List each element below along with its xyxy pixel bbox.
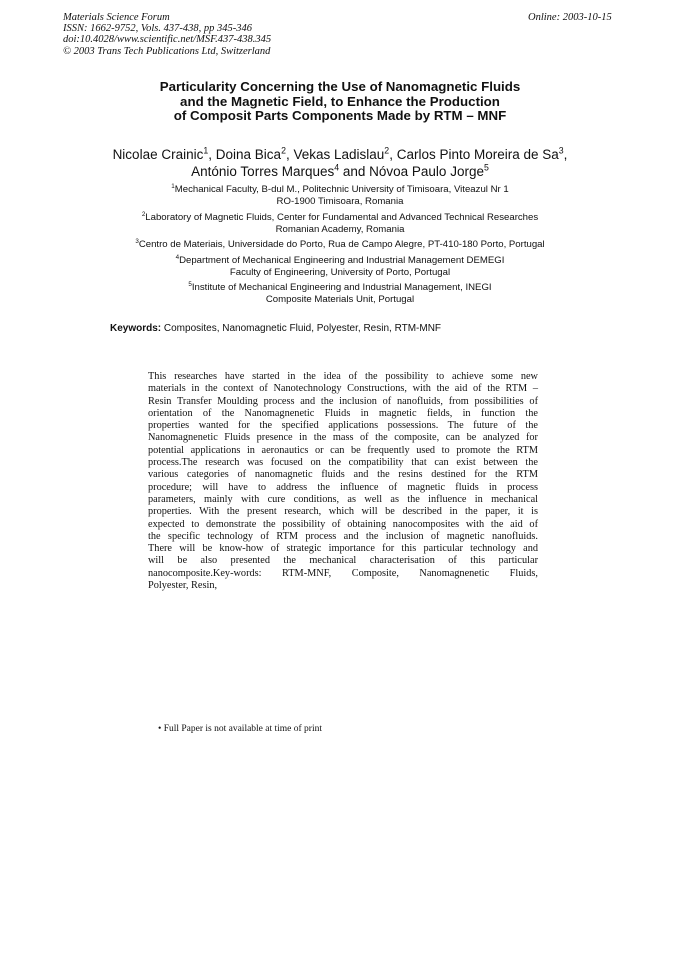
abstract-line: will be also presented the mechanical characterisation of this particular (148, 555, 538, 567)
separator: and (339, 164, 370, 179)
title-line: and the Magnetic Field, to Enhance the Production (180, 93, 500, 109)
aff-line: Department of Mechanical Engineering and Industrial Management DEMEGI (179, 254, 505, 266)
author: Nóvoa Paulo Jorge (369, 164, 484, 179)
abstract-line: expected to demonstrate the possibility of obtaining nanocomposites with the aid of (148, 518, 538, 530)
title-line: of Composit Parts Components Made by RTM – MNF (173, 108, 507, 124)
aff-sup: 3 (135, 237, 139, 245)
keywords-label: Keywords: (110, 323, 162, 334)
abstract-line: process.The research was focused on the compatibility that can exist between the (148, 457, 538, 469)
abstract-line: properties wanted for the specified applications possessions. The future of the (148, 420, 538, 432)
abstract-line: parameters, mainly with cure conditions, as well as the influence in mechanical (148, 493, 538, 505)
aff-sup: 4 (175, 253, 180, 261)
keywords (110, 323, 441, 335)
aff-line: Mechanical Faculty, B-dul M., Politechnic University of Timisoara, Viteazul Nr 1 (174, 184, 509, 195)
aff-line: RO-1900 Timisoara, Romania (276, 196, 404, 207)
aff-line: Faculty of Engineering, University of Porto, Portugal (229, 266, 451, 278)
title-line: Particularity Concerning the Use of Nanomagnetic Fluids (159, 79, 521, 94)
affiliation (60, 212, 620, 236)
author: Carlos Pinto Moreira de Sa (396, 147, 559, 162)
affiliation (60, 282, 620, 306)
author-sup: 3 (558, 145, 564, 156)
abstract-line: Polyester, Resin, (148, 580, 218, 592)
abstract-line: potential applications in aeronautics or can be frequently used to promote the RTM (148, 444, 538, 456)
aff-sup: 5 (188, 280, 192, 288)
author-list (60, 146, 620, 180)
abstract-line: various categories of nanomagnetic fluids and the resins destined for the RTM (148, 469, 538, 481)
aff-line: Centro de Materiais, Universidade do Porto, Rua de Campo Alegre, PT-410-180 Porto, Portugal (138, 239, 545, 250)
abstract-line: nanocomposite.Key-words: RTM-MNF, Composite, Nanomagnenetic Fluids, (148, 567, 538, 579)
affiliation (60, 184, 620, 208)
separator: , (285, 147, 294, 162)
aff-line: Romanian Academy, Romania (275, 223, 405, 235)
abstract-line: procedure; will have to address the influence of magnetic fluids in process (148, 481, 538, 493)
aff-line: Institute of Mechanical Engineering and Industrial Management, INEGI (191, 282, 492, 293)
abstract-line: properties. With the present research, which will be described in the paper, it is (148, 506, 538, 518)
aff-sup: 1 (171, 182, 175, 190)
author-sup: 1 (203, 145, 209, 156)
abstract-line: Nanomagnenetic Fluids presence in the mass of the composite, can be analyzed for (148, 432, 538, 444)
separator: , (389, 147, 397, 162)
author-sup: 2 (281, 145, 286, 156)
aff-line: Laboratory of Magnetic Fluids, Center for Fundamental and Advanced Technical Researches (145, 211, 539, 223)
aff-line: Composite Materials Unit, Portugal (265, 294, 415, 305)
author: António Torres Marques (191, 164, 335, 179)
author: Doina Bica (215, 147, 282, 162)
aff-sup: 2 (141, 210, 146, 218)
author-sup: 2 (384, 145, 390, 156)
abstract-line: the specific technology of RTM process and the inclusion of magnetic nanofluids. (148, 530, 538, 542)
author: Nicolae Crainic (112, 147, 204, 162)
author-sup: 4 (334, 162, 340, 173)
affiliation (60, 255, 620, 279)
keywords-text: Composites, Nanomagnetic Fluid, Polyester, Resin, RTM-MNF (161, 323, 442, 334)
abstract-line: Resin Transfer Moulding process and the inclusion of nanofluids, from possibilities of (148, 395, 538, 407)
separator: , (563, 147, 568, 162)
author-sup: 5 (483, 162, 489, 173)
journal-name: Materials Science Forum (63, 12, 170, 23)
online-date: Online: 2003-10-15 (528, 12, 612, 23)
affiliations (60, 184, 620, 310)
affiliation (60, 239, 620, 251)
separator: , (208, 147, 216, 162)
author: Vekas Ladislau (293, 147, 385, 162)
abstract-line: This researches have started in the idea of the possibility to achieve some new (148, 371, 538, 382)
abstract-line: There will be know-how of strategic importance for this particular technology and (148, 543, 538, 555)
abstract-line: orientation of the Nanomagnenetic Fluids in magnetic fields, in function the (148, 407, 538, 419)
footnote: • Full Paper is not available at time of print (158, 724, 323, 734)
journal-header (63, 12, 271, 57)
copyright: © 2003 Trans Tech Publications Ltd, Switzerland (63, 45, 271, 57)
abstract (148, 371, 538, 592)
paper-title (100, 80, 580, 124)
issn: ISSN: 1662-9752, Vols. 437-438, pp 345-346 (63, 23, 252, 35)
doi[interactable]: doi:10.4028/www.scientific.net/MSF.437-438.345 (63, 34, 272, 46)
abstract-line: materials in the context of Nanotechnology Constructions, with the aid of the RTM – (148, 383, 538, 395)
